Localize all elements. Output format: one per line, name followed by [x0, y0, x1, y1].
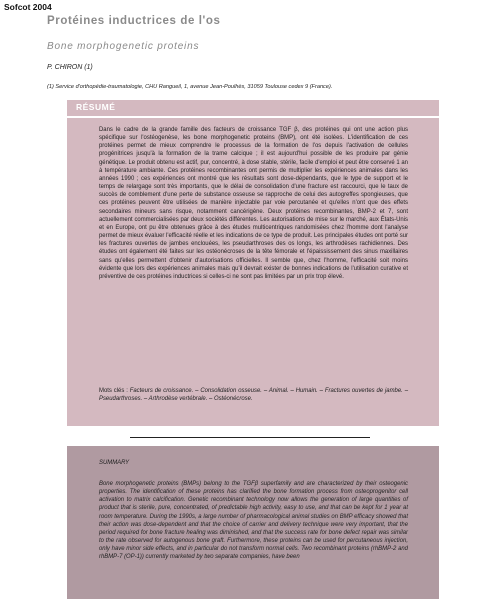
journal-header: Sofcot 2004	[4, 2, 52, 12]
keywords-paragraph	[99, 387, 408, 403]
resume-box	[67, 100, 439, 426]
article-title: Protéines inductrices de l'os	[47, 15, 221, 27]
resume-abstract: Dans le cadre de la grande famille des facteurs de croissance TGF β, des protéines qui ont une action plus spécifique sur l'ostéogenèse, les bone morphogenetic proteins (BMP), ont été isolées. L'identification de ces protéines permet de mieux comprendre le processus de la formation de l'os depuis l'activation de cellules progénitrices jusqu'à la formation de la trame calcique ; il est aujourd'hui possible de les produire par génie génétique. Le produit obtenu est actif, pur, concentré, à dose stable, stérile, facile d'emploi et peut être conservé 1 an à température ambiante. Ces protéines recombinantes ont permis de multiplier les expériences animales dans les années 1990 ; ces expériences ont montré que les résultats sont dose-dépendants, que le type de support et le temps de relargage sont très importants, que le délai de consolidation d'une fracture est raccourci, que le taux de succès de comblement d'une perte de substance osseuse se rapproche de celui des autogreffes spongieuses, que ces protéines peuvent être utilisées de manière injectable par voie percutanée et qu'elles n'ont que des effets secondaires mineurs sans risque, notamment cancérigène. Deux protéines recombinantes, BMP-2 et 7, sont actuellement commercialisées par deux sociétés différentes. Les autorisations de mise sur le marché, aux États-Unis et en Europe, ont pu être obtenues grâce à des études multicentriques randomisées chez l'homme dont l'analyse permet de mieux évaluer l'efficacité réelle et les indications de ce type de produit. Les principales études ont porté sur les fractures ouvertes de jambes enclouées, les pseudarthroses des os longs, les arthrodèses rachidiennes. Des études ont également été faites sur les ostéonécroses de la tête fémorale et l'épaississement des sinus maxillaires sans qu'elles permettent d'obtenir d'autorisations officielles. Il semble que, chez l'homme, l'efficacité soit moins évidente que lors des expériences animales mais qu'il devrait exister de bonnes indications de l'utilisation curative et préventive de ces protéines inductrices si celles-ci ne sont pas limitées par un prix trop élevé.	[99, 127, 408, 280]
summary-heading: SUMMARY	[99, 460, 130, 466]
summary-abstract: Bone morphogenetic proteins (BMPs) belong to the TGFβ superfamily and are characterized by their osteogenic properties. The identification of these proteins has clarified the bone formation process from osteoprogenitor cell activation to matrix calcification. Genetic recombinant technology now allows the generation of large quantities of product that is sterile, pure, concentrated, of predictable high activity, easy to use, and that can be kept for 1 year at room temperature. During the 1990s, a large number of pharmacological animal studies on BMP efficacy showed that their action was dose-dependent and that the choice of carrier and delivery technique were very important, that the period required for bone fracture healing was diminished, and that the success rate for bone defect repair was similar to the rate observed for autogenous bone graft. Furthermore, these proteins can be used for percutaneous injection, only have minor side effects, and in particular do not transform normal cells. Two recombinant proteins (rhBMP-2 and rhBMP-7 (OP-1)) currently marketed by two separate companies, have been	[99, 481, 408, 561]
resume-heading: RÉSUMÉ	[76, 102, 116, 112]
author-line: P. CHIRON (1)	[47, 64, 93, 71]
section-separator	[130, 437, 370, 438]
article-subtitle: Bone morphogenetic proteins	[47, 41, 200, 52]
resume-divider	[67, 116, 439, 118]
author-affiliation: (1) Service d'orthopédie-traumatologie, CHU Rangueil, 1, avenue Jean-Poulhès, 31059 Toulouse cedex 9 (France).	[47, 84, 333, 90]
keywords-list: Facteurs de croissance. – Consolidation osseuse. – Animal. – Humain. – Fractures ouvertes de jambe. – Pseudarthroses. – Arthrodèse vertébrale. – Ostéonécrose.	[99, 388, 408, 403]
summary-box	[67, 446, 439, 599]
keywords-label: Mots clés :	[99, 388, 128, 394]
